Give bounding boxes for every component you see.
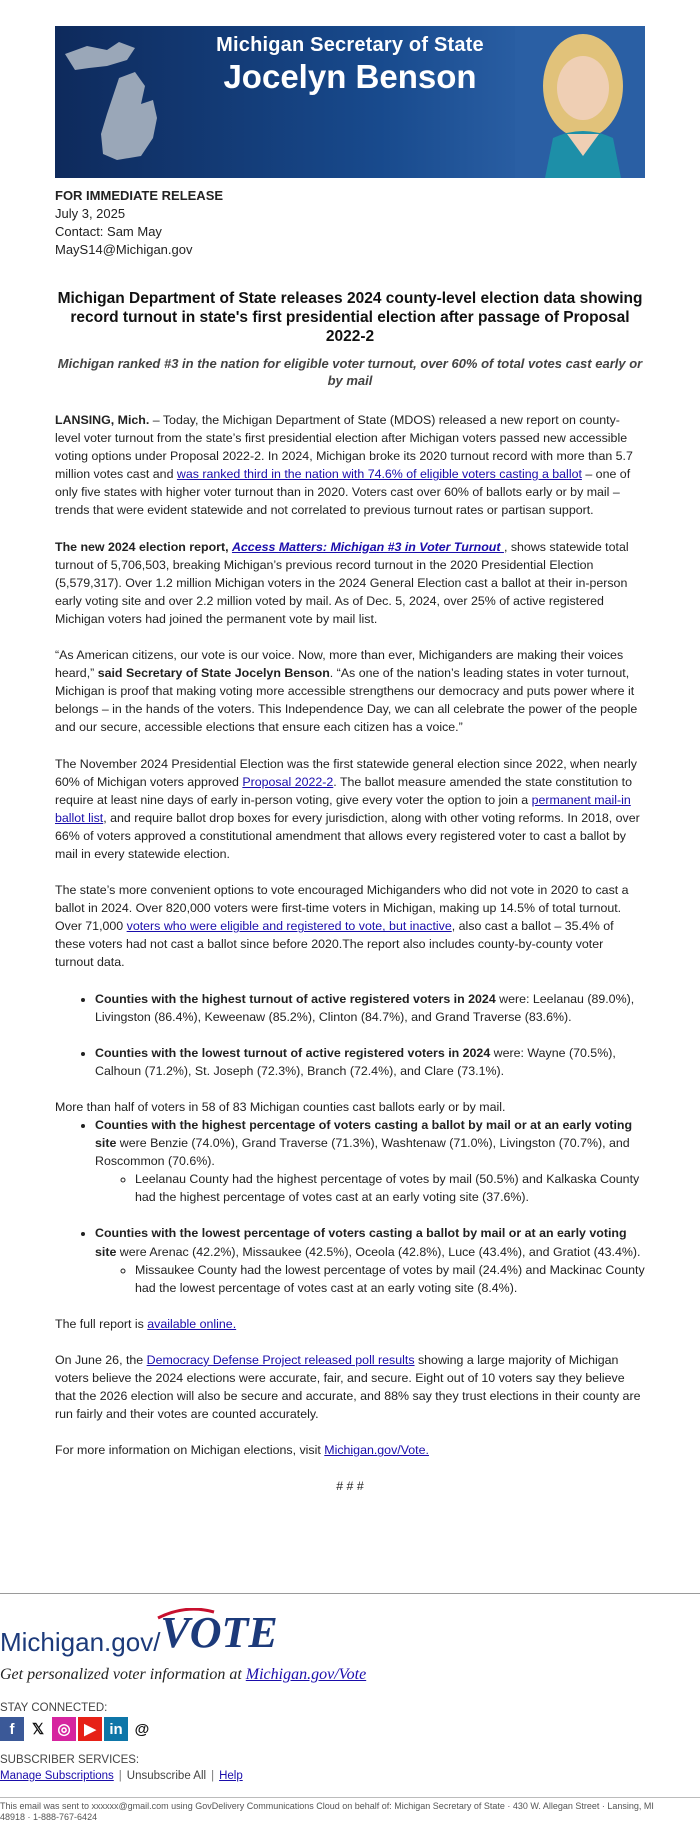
poll-results-link[interactable]: Democracy Defense Project released poll results (146, 1352, 415, 1367)
michigan-map-icon (57, 26, 177, 176)
footer-text: This email was sent to xxxxxx@gmail.com using GovDelivery Communications Cloud on behalf of: Michigan Secretary of State · 430 W. Allegan Street · Lansing, MI 48918 · 1-888-767-6424 (0, 1801, 654, 1822)
paragraph-8: For more information on Michigan elections, visit Michigan.gov/Vote. (55, 1443, 429, 1458)
sub-list-item: ◦ Missaukee County had the lowest percentage of votes by mail (24.4%) and Mackinac County had the lowest percentage of votes cast at an early voting site (8.4%). (135, 1261, 645, 1297)
paragraph-7: On June 26, the Democracy Defense Project released poll results showing a large majority of Michigan voters believe the 2024 elections were accurate, fair, and secure. Eight out of 10 voters say they believe that the 2026 election will also be secure and accurate, and 88% say they trust elections in their county are run fairly and their votes are counted accurately. (55, 1352, 641, 1422)
personalized-info: Get personalized voter information at Michigan.gov/Vote (0, 1666, 367, 1683)
inactive-voters-link[interactable]: voters who were eligible and registered to vote, but inactive (126, 919, 452, 934)
threads-icon[interactable]: @ (130, 1717, 154, 1741)
divider (0, 1797, 700, 1798)
list-item: • Counties with the lowest turnout of active registered voters in 2024 were: Wayne (70.5%), Calhoun (71.2%), St. Joseph (72.3%), Branch (72.4%), and Clare (73.1%). (95, 1044, 645, 1080)
stay-connected-label: STAY CONNECTED: (0, 1702, 108, 1714)
paragraph-4: The November 2024 Presidential Election was the first statewide general election since 2022, when nearly 60% of Michigan voters approved Proposal 2022-2. The ballot measure amended the state constitution to require at least nine days of early in-person voting, give every voter the option to join a permanent mail-in ballot list, and require ballot drop boxes for every jurisdiction, along with other voting reforms. In 2018, over 66% of voters approved a constitutional amendment that allows every registered voter to cast a ballot by mail in every statewide election. (55, 756, 640, 861)
linkedin-icon[interactable]: in (104, 1717, 128, 1741)
headline: Michigan Department of State releases 2024 county-level election data showing record turnout in state's first presidential election after passage of Proposal 2022-2 (57, 290, 643, 345)
subheadline: Michigan ranked #3 in the nation for eligible voter turnout, over 60% of total votes cast early or by mail (57, 356, 643, 388)
turnout-list (55, 990, 645, 1080)
header-banner (55, 26, 645, 178)
release-date: July 3, 2025 (55, 206, 126, 221)
secretary-portrait (515, 26, 645, 178)
mail-list (55, 1116, 645, 1297)
sub-list-item: ◦ Leelanau County had the highest percentage of votes by mail (50.5%) and Kalkaska County had the highest percentage of votes cast at an early voting site (37.6%). (135, 1170, 645, 1206)
list-item: • Counties with the highest percentage of voters casting a ballot by mail or at an early voting site were Benzie (74.0%), Grand Traverse (71.3%), Washtenaw (71.0%), Livingston (70.7%), and Roscommon (70.6%). ◦ Leelanau County had the highest percentage of votes by mail (50.5%) and Kalkaska County had the highest percentage of votes cast at an early voting site (37.6%). (95, 1116, 645, 1206)
banner-line2: Jocelyn Benson (223, 58, 477, 95)
article-body (55, 411, 645, 1496)
social-icons (0, 1717, 154, 1741)
end-marks: # # # (336, 1479, 364, 1494)
list-item: • Counties with the lowest percentage of voters casting a ballot by mail or at an early voting site were Arenac (42.2%), Missaukee (42.5%), Oceola (42.8%), Luce (43.4%), and Gratiot (43.4%). ◦ Missaukee County had the lowest percentage of votes by mail (24.4%) and Mackinac County had the lowest percentage of votes cast at an early voting site (8.4%). (95, 1224, 645, 1296)
proposal-link[interactable]: Proposal 2022-2 (242, 774, 334, 789)
mail-ballot-list-link[interactable]: permanent mail-in ballot list (55, 792, 631, 825)
michigan-vote-link[interactable]: Michigan.gov/Vote. (324, 1443, 429, 1458)
full-report-link[interactable]: available online. (147, 1316, 237, 1331)
logo-vote: VOTE (160, 1608, 277, 1657)
divider (0, 1593, 700, 1594)
paragraph-3: “As American citizens, our vote is our voice. Now, more than ever, Michiganders are making their voices heard,” said Secretary of State Jocelyn Benson. “As one of the nation’s leading states in voter turnout, Michigan is proof that making voting more accessible strengthens our democracy and puts power where it belongs – in the hands of the voters. This Independence Day, we can all celebrate the power of the people and our secure, accessible elections that ensure each citizen has a voice.” (55, 648, 638, 735)
release-label: FOR IMMEDIATE RELEASE (55, 188, 224, 203)
personal-vote-link[interactable]: Michigan.gov/Vote (245, 1666, 367, 1683)
release-contact: Contact: Sam May (55, 224, 162, 239)
manage-subscriptions-link[interactable]: Manage Subscriptions (0, 1770, 114, 1782)
instagram-icon[interactable]: ◎ (52, 1717, 76, 1741)
turnout-ranking-link[interactable]: was ranked third in the nation with 74.6% of eligible voters casting a ballot (176, 467, 582, 482)
facebook-icon[interactable]: f (0, 1717, 24, 1741)
x-icon[interactable]: 𝕏 (26, 1717, 50, 1741)
logo-swoosh-icon (156, 1608, 216, 1620)
paragraph-2: The new 2024 election report, Access Matters: Michigan #3 in Voter Turnout , shows statewide total turnout of 5,706,503, breaking Michigan’s previous record turnout in the 2020 Presidential Election (5,579,317). Over 1.2 million Michigan voters in the 2024 General Election cast a ballot at their in-person early voting site and over 2.2 million voted by mail. As of Dec. 5, 2024, over 25% of active registered Michigan voters had joined the permanent vote by mail list. (55, 539, 629, 626)
subscriber-links: Manage Subscriptions | Unsubscribe All | Help (0, 1770, 243, 1782)
youtube-icon[interactable]: ▶ (78, 1717, 102, 1741)
banner-line1: Michigan Secretary of State (216, 34, 484, 56)
unsubscribe-all-link[interactable]: Unsubscribe All (126, 1770, 207, 1782)
subscriber-services-label: SUBSCRIBER SERVICES: (0, 1754, 140, 1766)
paragraph-1: LANSING, Mich. – Today, the Michigan Department of State (MDOS) released a new report on county-level voter turnout from the state’s first presidential election after Michigan voters passed new accessible voting options under Proposal 2022-2. In 2024, Michigan broke its 2020 turnout record with more than 5.7 million votes cast and was ranked third in the nation with 74.6% of eligible voters casting a ballot – one of only five states with higher voter turnout than in 2020. Voters cast over 60% of ballots early or by mail – trends that were evident statewide and not correlated to previous turnout rates or partisan support. (55, 413, 633, 518)
dateline: LANSING, Mich. (55, 413, 150, 427)
paragraph-6: The full report is available online. (55, 1316, 237, 1331)
paragraph-5: The state’s more convenient options to vote encouraged Michiganders who did not vote in 2020 to cast a ballot in 2024. Over 820,000 voters were first-time voters in Michigan, making up 14.5% of total turnout. Over 71,000 voters who were eligible and registered to vote, but inactive, also cast a ballot – 35.4% of these voters had not cast a ballot since before 2020.The report also includes county-by-county voter turnout data. (55, 883, 629, 970)
release-email: MayS14@Michigan.gov (55, 242, 193, 257)
help-link[interactable]: Help (219, 1770, 243, 1782)
list-item: • Counties with the highest turnout of active registered voters in 2024 were: Leelanau (89.0%), Livingston (86.4%), Keweenaw (85.2%), Clinton (84.7%), and Grand Traverse (83.6%). (95, 990, 645, 1026)
report-link[interactable]: Access Matters: Michigan #3 in Voter Turnout (231, 539, 504, 554)
mail-intro: More than half of voters in 58 of 83 Michigan counties cast ballots early or by mail. (55, 1099, 506, 1114)
release-info (55, 187, 223, 259)
michigan-vote-logo[interactable] (0, 1607, 278, 1658)
logo-site: Michigan.gov/ (0, 1627, 161, 1657)
